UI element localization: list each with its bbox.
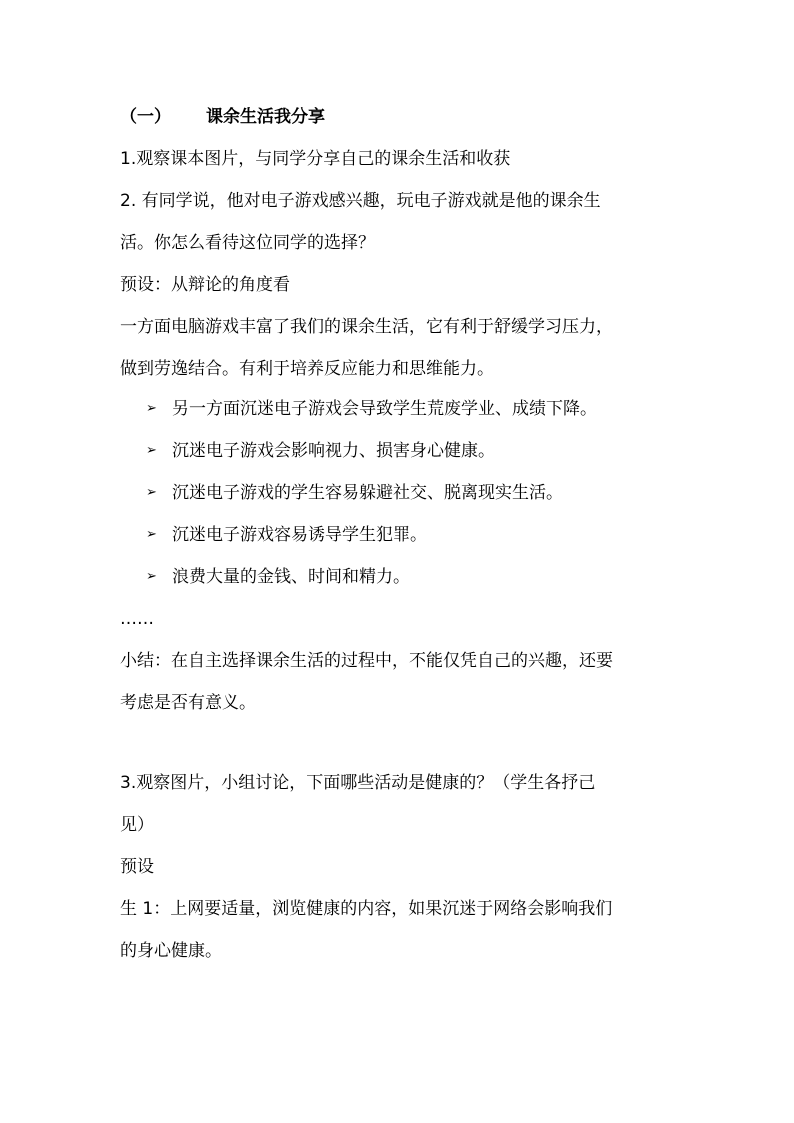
list-item: [146, 472, 597, 514]
list-item-text: 沉迷电子游戏容易诱导学生犯罪。: [172, 525, 427, 545]
summary: [120, 640, 680, 724]
student-1-line-2: 的身心健康。: [120, 941, 222, 961]
summary-line-2: 考虑是否有意义。: [120, 693, 256, 713]
item-3-line-1: 3.观察图片，小组讨论，下面哪些活动是健康的？（学生各抒己: [120, 773, 596, 793]
arrowhead-bullet-icon: ➢: [146, 527, 157, 542]
summary-line-1: 小结：在自主选择课余生活的过程中，不能仅凭自己的兴趣，还要: [120, 651, 613, 671]
arrowhead-bullet-icon: ➢: [146, 401, 157, 416]
list-item-text: 另一方面沉迷电子游戏会导致学生荒废学业、成绩下降。: [172, 399, 597, 419]
preset-1: [120, 264, 680, 306]
ellipsis-text: ……: [120, 609, 154, 629]
student-1-answer: [120, 888, 680, 972]
paragraph-1: [120, 306, 680, 390]
section-title: 课余生活我分享: [206, 107, 325, 127]
arrowhead-bullet-icon: ➢: [146, 485, 157, 500]
item-3-line-2: 见）: [120, 815, 154, 835]
item-2: [120, 180, 680, 264]
list-item: [146, 514, 597, 556]
list-item: [146, 430, 597, 472]
arrowhead-bullet-icon: ➢: [146, 569, 157, 584]
item-2-line-2: 活。你怎么看待这位同学的选择？: [120, 233, 375, 253]
section-heading: [120, 96, 325, 138]
student-1-line-1: 生 1：上网要适量，浏览健康的内容，如果沉迷于网络会影响我们: [120, 899, 613, 919]
list-item: [146, 556, 597, 598]
paragraph-1-line-1: 一方面电脑游戏丰富了我们的课余生活，它有利于舒缓学习压力，: [120, 317, 613, 337]
list-item-text: 沉迷电子游戏会影响视力、损害身心健康。: [172, 441, 495, 461]
list-item-text: 浪费大量的金钱、时间和精力。: [172, 567, 410, 587]
item-3: [120, 762, 680, 846]
list-item: [146, 388, 597, 430]
item-1: [120, 138, 680, 180]
list-item-text: 沉迷电子游戏的学生容易躲避社交、脱离现实生活。: [172, 483, 563, 503]
item-2-line-1: 2. 有同学说，他对电子游戏感兴趣，玩电子游戏就是他的课余生: [120, 191, 601, 211]
section-number: （一）: [120, 107, 171, 127]
preset-2-text: 预设: [120, 857, 154, 877]
item-1-text: 1.观察课本图片，与同学分享自己的课余生活和收获: [120, 149, 511, 169]
preset-1-text: 预设：从辩论的角度看: [120, 275, 290, 295]
preset-2: [120, 846, 680, 888]
bullet-list: [146, 388, 597, 598]
ellipsis: [120, 598, 680, 640]
arrowhead-bullet-icon: ➢: [146, 443, 157, 458]
paragraph-1-line-2: 做到劳逸结合。有利于培养反应能力和思维能力。: [120, 359, 494, 379]
